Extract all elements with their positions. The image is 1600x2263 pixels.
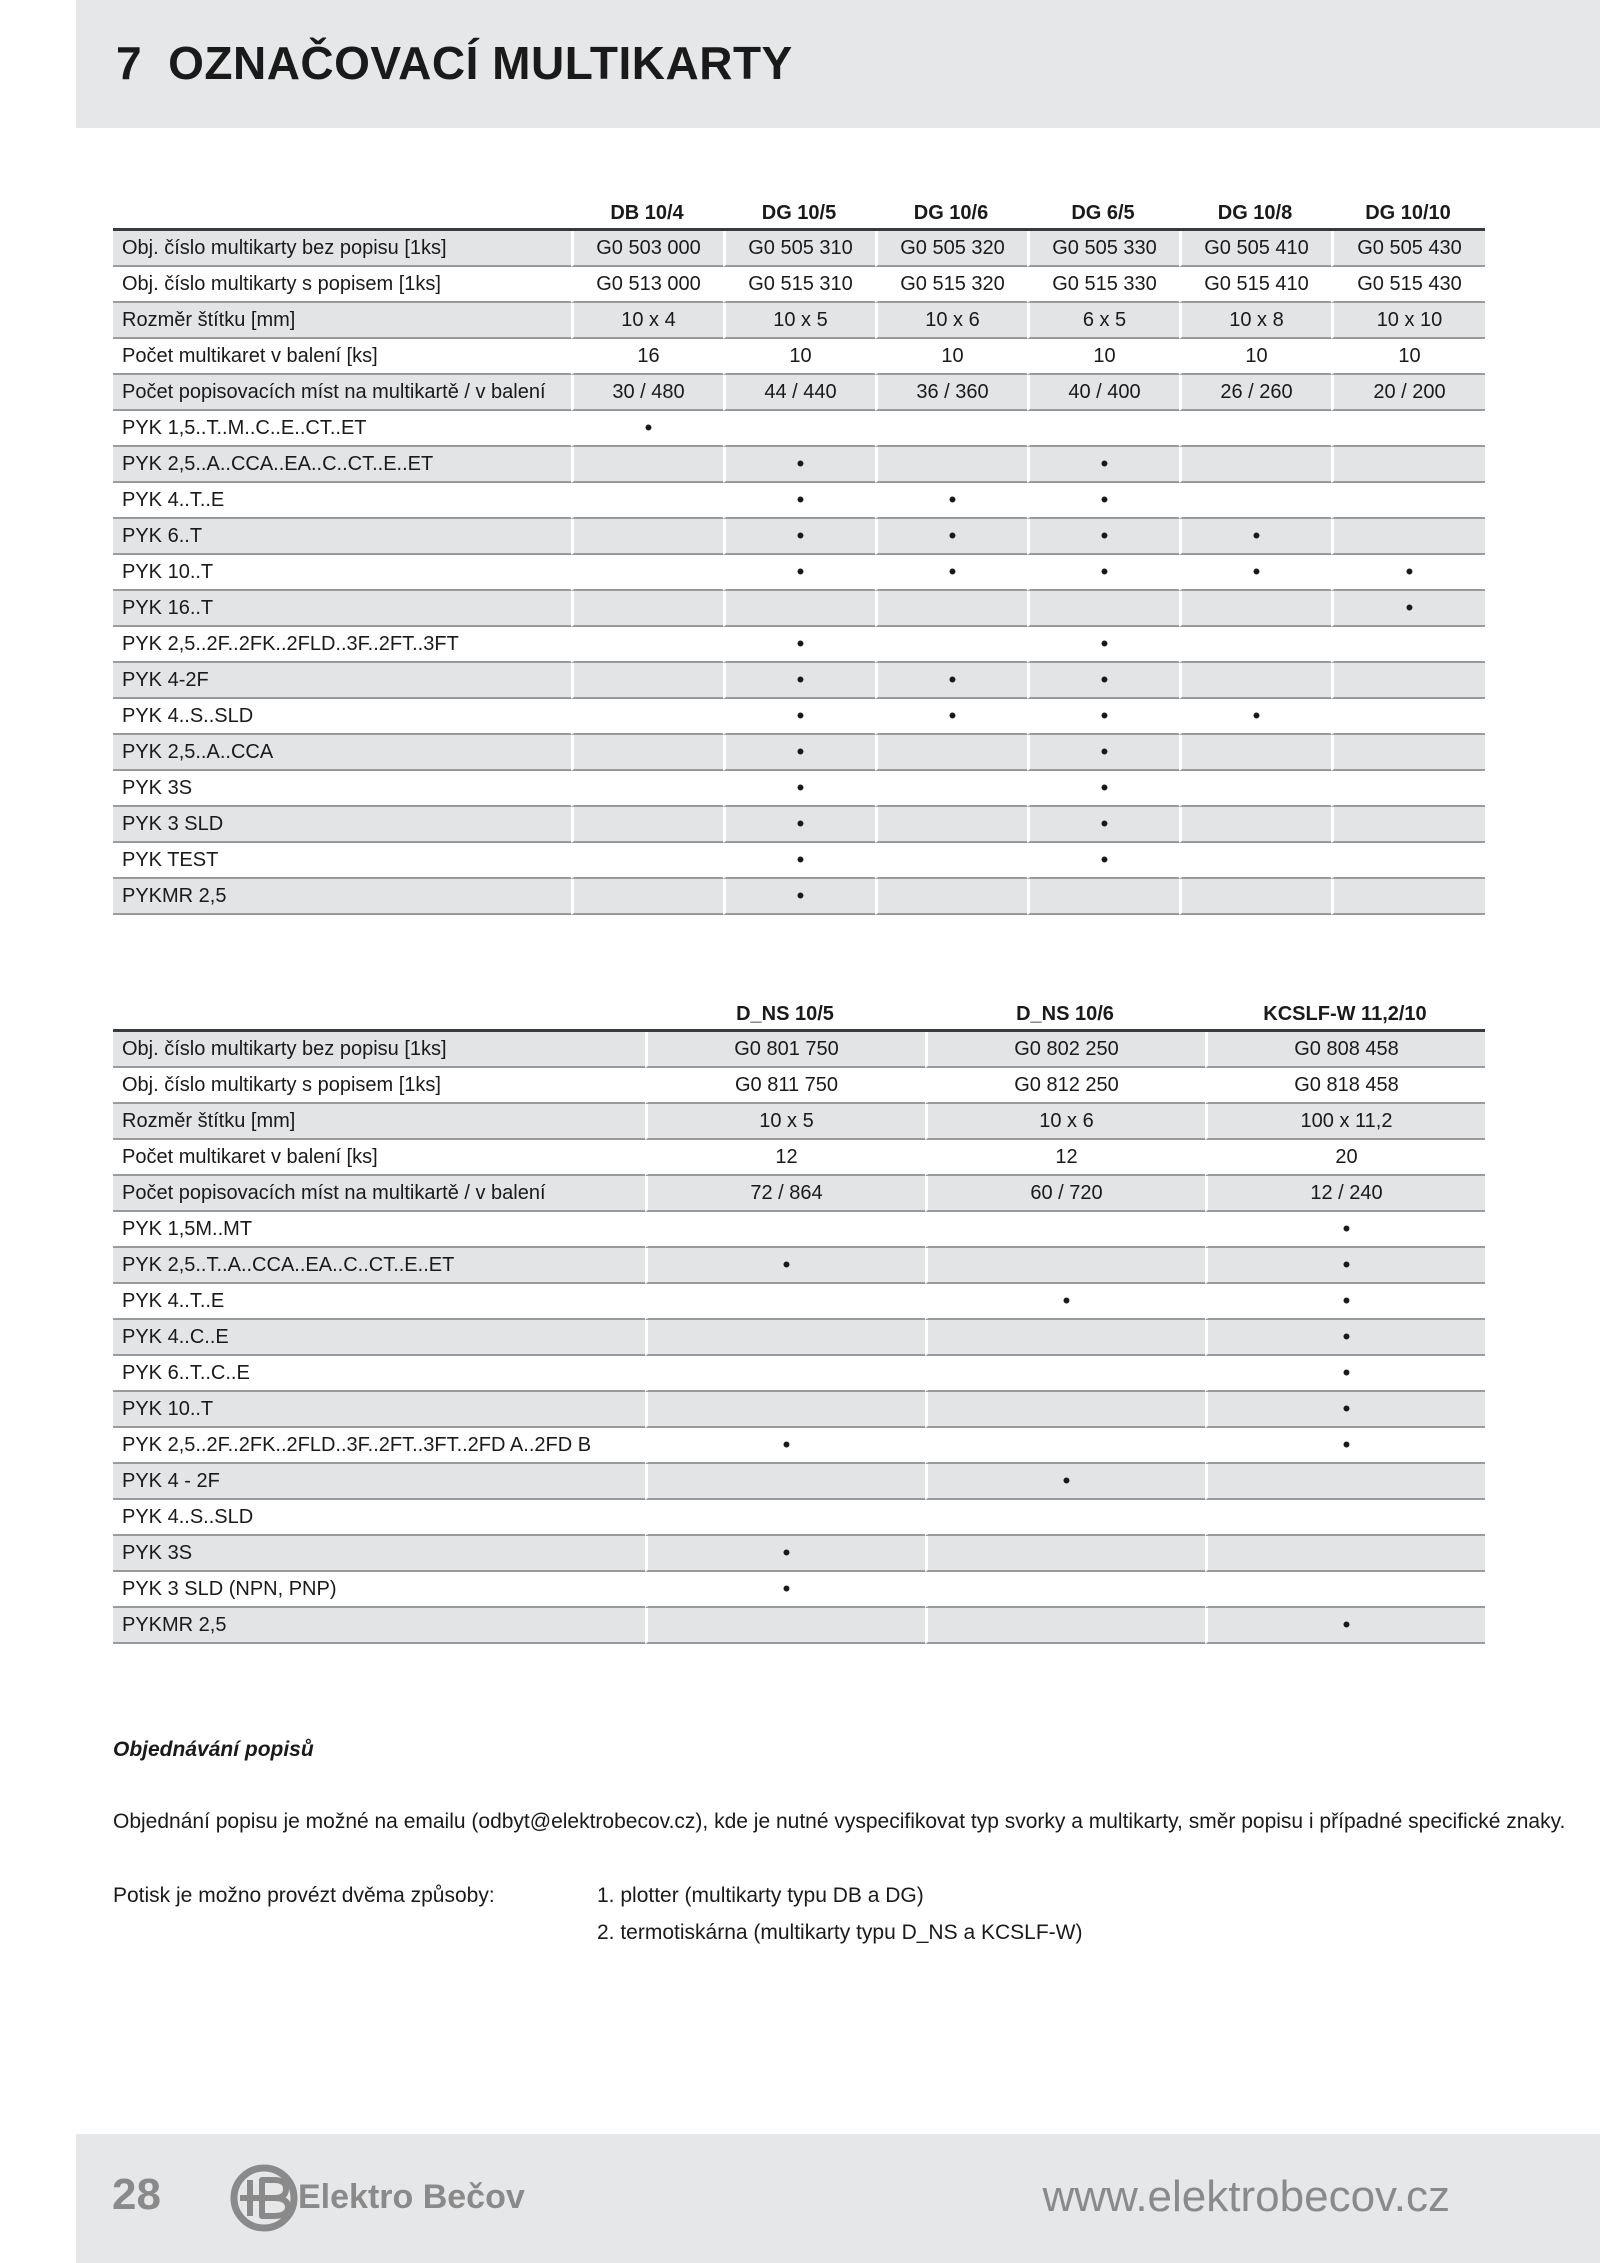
table-cell bbox=[645, 1608, 925, 1644]
compatibility-dot: • bbox=[1027, 771, 1179, 807]
table-cell bbox=[571, 447, 723, 483]
row-label: PYK 4..S..SLD bbox=[113, 1500, 645, 1536]
table-cell: G0 808 458 bbox=[1205, 1032, 1485, 1068]
page-number: 28 bbox=[112, 2170, 161, 2219]
print-methods-list bbox=[597, 1884, 1082, 1958]
table-cell bbox=[1179, 843, 1331, 879]
table-cell: 10 x 6 bbox=[875, 303, 1027, 339]
table-row bbox=[113, 483, 1485, 519]
table-cell: 10 x 6 bbox=[925, 1104, 1205, 1140]
compatibility-dot: • bbox=[723, 519, 875, 555]
table-row bbox=[113, 699, 1485, 735]
table-cell bbox=[925, 1212, 1205, 1248]
row-label: Obj. číslo multikarty bez popisu [1ks] bbox=[113, 1032, 645, 1068]
table-cell bbox=[571, 879, 723, 915]
table-cell: 36 / 360 bbox=[875, 375, 1027, 411]
table-cell bbox=[925, 1392, 1205, 1428]
table-row bbox=[113, 555, 1485, 591]
table-cell bbox=[1331, 663, 1485, 699]
table-cell bbox=[1027, 879, 1179, 915]
table-row bbox=[113, 339, 1485, 375]
table-cell: 10 x 8 bbox=[1179, 303, 1331, 339]
table-cell: G0 505 330 bbox=[1027, 231, 1179, 267]
table-cell: 10 bbox=[875, 339, 1027, 375]
compatibility-dot: • bbox=[1205, 1320, 1485, 1356]
compatibility-dot: • bbox=[1179, 519, 1331, 555]
table-cell: 72 / 864 bbox=[645, 1176, 925, 1212]
row-label: PYK 2,5..2F..2FK..2FLD..3F..2FT..3FT..2FD A..2FD B bbox=[113, 1428, 645, 1464]
table-cell bbox=[571, 843, 723, 879]
table-cell: 10 x 5 bbox=[723, 303, 875, 339]
row-label: Obj. číslo multikarty bez popisu [1ks] bbox=[113, 231, 571, 267]
compatibility-dot: • bbox=[571, 411, 723, 447]
print-method-item: 2. termotiskárna (multikarty typu D_NS a KCSLF-W) bbox=[597, 1921, 1083, 1944]
table-cell bbox=[1331, 735, 1485, 771]
compatibility-dot: • bbox=[1027, 555, 1179, 591]
row-label: PYK 2,5..A..CCA bbox=[113, 735, 571, 771]
table-cell bbox=[645, 1356, 925, 1392]
table-cell: 10 x 10 bbox=[1331, 303, 1485, 339]
compatibility-dot: • bbox=[723, 879, 875, 915]
table-row bbox=[113, 1104, 1485, 1140]
row-label: PYK 1,5M..MT bbox=[113, 1212, 645, 1248]
table-cell: G0 812 250 bbox=[925, 1068, 1205, 1104]
table-cell bbox=[571, 519, 723, 555]
column-header: DG 10/6 bbox=[875, 190, 1027, 231]
table-row bbox=[113, 519, 1485, 555]
table-row bbox=[113, 1356, 1485, 1392]
table-cell bbox=[1331, 843, 1485, 879]
table-cell: 12 / 240 bbox=[1205, 1176, 1485, 1212]
page-title bbox=[116, 36, 793, 90]
compatibility-dot: • bbox=[1027, 483, 1179, 519]
table-row bbox=[113, 627, 1485, 663]
compatibility-dot: • bbox=[723, 663, 875, 699]
table-row bbox=[113, 1392, 1485, 1428]
table-cell bbox=[925, 1500, 1205, 1536]
compatibility-dot: • bbox=[645, 1572, 925, 1608]
table-cell: G0 505 320 bbox=[875, 231, 1027, 267]
table-row bbox=[113, 843, 1485, 879]
header-corner bbox=[113, 991, 645, 1032]
row-label: Obj. číslo multikarty s popisem [1ks] bbox=[113, 267, 571, 303]
table-cell: 26 / 260 bbox=[1179, 375, 1331, 411]
table-cell: 12 bbox=[645, 1140, 925, 1176]
compatibility-dot: • bbox=[925, 1464, 1205, 1500]
compatibility-dot: • bbox=[1027, 843, 1179, 879]
table-row bbox=[113, 375, 1485, 411]
compatibility-dot: • bbox=[1027, 447, 1179, 483]
table-cell bbox=[875, 591, 1027, 627]
table-cell: 10 bbox=[1179, 339, 1331, 375]
row-label: PYK 4 - 2F bbox=[113, 1464, 645, 1500]
multicard-table-db-dg bbox=[113, 190, 1485, 915]
column-header: D_NS 10/6 bbox=[925, 991, 1205, 1032]
table-header-row bbox=[113, 190, 1485, 231]
table-row bbox=[113, 411, 1485, 447]
table-row bbox=[113, 879, 1485, 915]
ordering-heading: Objednávání popisů bbox=[113, 1738, 314, 1761]
compatibility-dot: • bbox=[1205, 1608, 1485, 1644]
table-cell bbox=[1179, 411, 1331, 447]
compatibility-dot: • bbox=[875, 519, 1027, 555]
table-cell bbox=[571, 483, 723, 519]
table-row bbox=[113, 1428, 1485, 1464]
table-cell: 60 / 720 bbox=[925, 1176, 1205, 1212]
table-cell: 16 bbox=[571, 339, 723, 375]
table-cell bbox=[1331, 807, 1485, 843]
logo-wordmark: Elektro Bečov bbox=[298, 2178, 525, 2216]
row-label: PYK 2,5..T..A..CCA..EA..C..CT..E..ET bbox=[113, 1248, 645, 1284]
table-cell bbox=[1331, 447, 1485, 483]
table-row bbox=[113, 1536, 1485, 1572]
table-cell bbox=[571, 591, 723, 627]
table-cell bbox=[1179, 807, 1331, 843]
table-cell: 10 bbox=[723, 339, 875, 375]
compatibility-dot: • bbox=[723, 627, 875, 663]
table-row bbox=[113, 771, 1485, 807]
table-cell bbox=[1205, 1572, 1485, 1608]
table-cell bbox=[723, 591, 875, 627]
row-label: PYK 2,5..2F..2FK..2FLD..3F..2FT..3FT bbox=[113, 627, 571, 663]
table-cell bbox=[571, 699, 723, 735]
table-cell: G0 513 000 bbox=[571, 267, 723, 303]
compatibility-dot: • bbox=[1205, 1212, 1485, 1248]
table-cell bbox=[571, 627, 723, 663]
row-label: PYK 1,5..T..M..C..E..CT..ET bbox=[113, 411, 571, 447]
column-header: DG 10/5 bbox=[723, 190, 875, 231]
table-row bbox=[113, 1176, 1485, 1212]
table-row bbox=[113, 1608, 1485, 1644]
compatibility-dot: • bbox=[875, 663, 1027, 699]
compatibility-dot: • bbox=[875, 483, 1027, 519]
column-header: DG 6/5 bbox=[1027, 190, 1179, 231]
table-cell bbox=[1331, 699, 1485, 735]
compatibility-dot: • bbox=[723, 735, 875, 771]
compatibility-dot: • bbox=[875, 699, 1027, 735]
multicard-table-dns-kcslf bbox=[113, 991, 1485, 1644]
table-cell bbox=[875, 627, 1027, 663]
row-label: PYK 3 SLD (NPN, PNP) bbox=[113, 1572, 645, 1608]
table-cell bbox=[571, 555, 723, 591]
print-methods-label: Potisk je možno provézt dvěma způsoby: bbox=[113, 1884, 495, 1907]
table-cell: G0 818 458 bbox=[1205, 1068, 1485, 1104]
table-cell: G0 801 750 bbox=[645, 1032, 925, 1068]
table-cell bbox=[1331, 879, 1485, 915]
table-cell bbox=[645, 1212, 925, 1248]
table-cell bbox=[571, 663, 723, 699]
row-label: PYK 2,5..A..CCA..EA..C..CT..E..ET bbox=[113, 447, 571, 483]
compatibility-dot: • bbox=[1027, 735, 1179, 771]
table-row bbox=[113, 807, 1485, 843]
row-label: PYKMR 2,5 bbox=[113, 879, 571, 915]
table-row bbox=[113, 1140, 1485, 1176]
compatibility-dot: • bbox=[645, 1248, 925, 1284]
compatibility-dot: • bbox=[1331, 555, 1485, 591]
row-label: PYK 4..C..E bbox=[113, 1320, 645, 1356]
row-label: PYKMR 2,5 bbox=[113, 1608, 645, 1644]
row-label: PYK 3S bbox=[113, 1536, 645, 1572]
row-label: PYK 4-2F bbox=[113, 663, 571, 699]
table-cell: G0 503 000 bbox=[571, 231, 723, 267]
table-cell bbox=[1331, 627, 1485, 663]
table-cell bbox=[1027, 591, 1179, 627]
row-label: PYK 10..T bbox=[113, 1392, 645, 1428]
row-label: PYK 3 SLD bbox=[113, 807, 571, 843]
table-row bbox=[113, 663, 1485, 699]
table-cell bbox=[1179, 483, 1331, 519]
table-cell bbox=[1179, 663, 1331, 699]
table-row bbox=[113, 447, 1485, 483]
table-cell bbox=[1331, 411, 1485, 447]
table-cell: 20 / 200 bbox=[1331, 375, 1485, 411]
table-cell: G0 505 310 bbox=[723, 231, 875, 267]
column-header: KCSLF-W 11,2/10 bbox=[1205, 991, 1485, 1032]
table-cell bbox=[723, 411, 875, 447]
table-cell: G0 515 310 bbox=[723, 267, 875, 303]
compatibility-dot: • bbox=[1205, 1392, 1485, 1428]
compatibility-dot: • bbox=[1027, 807, 1179, 843]
table-cell bbox=[925, 1320, 1205, 1356]
table-cell: 10 bbox=[1331, 339, 1485, 375]
row-label: PYK 6..T..C..E bbox=[113, 1356, 645, 1392]
table-cell: G0 515 320 bbox=[875, 267, 1027, 303]
table-cell bbox=[571, 771, 723, 807]
table-cell: G0 505 410 bbox=[1179, 231, 1331, 267]
table-cell bbox=[1027, 411, 1179, 447]
header-corner bbox=[113, 190, 571, 231]
row-label: PYK 10..T bbox=[113, 555, 571, 591]
table-cell bbox=[571, 735, 723, 771]
table-cell: G0 515 430 bbox=[1331, 267, 1485, 303]
table-cell: 20 bbox=[1205, 1140, 1485, 1176]
compatibility-dot: • bbox=[1027, 699, 1179, 735]
compatibility-dot: • bbox=[1027, 627, 1179, 663]
compatibility-dot: • bbox=[875, 555, 1027, 591]
compatibility-dot: • bbox=[723, 555, 875, 591]
table-row bbox=[113, 1320, 1485, 1356]
table-cell: 44 / 440 bbox=[723, 375, 875, 411]
table-cell bbox=[1331, 483, 1485, 519]
row-label: Počet popisovacích míst na multikartě / v balení bbox=[113, 1176, 645, 1212]
table-row bbox=[113, 1464, 1485, 1500]
table-cell bbox=[1179, 771, 1331, 807]
table-cell bbox=[645, 1464, 925, 1500]
row-label: Počet multikaret v balení [ks] bbox=[113, 339, 571, 375]
row-label: PYK 4..T..E bbox=[113, 1284, 645, 1320]
column-header: DG 10/10 bbox=[1331, 190, 1485, 231]
table-cell bbox=[925, 1428, 1205, 1464]
table-cell bbox=[875, 843, 1027, 879]
table-cell: 100 x 11,2 bbox=[1205, 1104, 1485, 1140]
row-label: PYK TEST bbox=[113, 843, 571, 879]
table-cell: 12 bbox=[925, 1140, 1205, 1176]
table-cell bbox=[1205, 1500, 1485, 1536]
table-row bbox=[113, 1032, 1485, 1068]
table-cell bbox=[875, 735, 1027, 771]
row-label: PYK 4..T..E bbox=[113, 483, 571, 519]
table-row bbox=[113, 1068, 1485, 1104]
chapter-number: 7 bbox=[116, 37, 143, 89]
table-cell bbox=[875, 447, 1027, 483]
compatibility-dot: • bbox=[723, 807, 875, 843]
table-cell: 10 x 4 bbox=[571, 303, 723, 339]
table-cell: 10 bbox=[1027, 339, 1179, 375]
table-row bbox=[113, 267, 1485, 303]
compatibility-dot: • bbox=[723, 447, 875, 483]
table-cell: G0 515 410 bbox=[1179, 267, 1331, 303]
table-row bbox=[113, 735, 1485, 771]
table-row bbox=[113, 1572, 1485, 1608]
table-cell bbox=[571, 807, 723, 843]
ordering-paragraph: Objednání popisu je možné na emailu (odbyt@elektrobecov.cz), kde je nutné vyspecifikovat typ svorky a multikarty, směr popisu i případné specifické znaky. bbox=[113, 1810, 1566, 1833]
table-row bbox=[113, 591, 1485, 627]
compatibility-dot: • bbox=[1179, 699, 1331, 735]
compatibility-dot: • bbox=[925, 1284, 1205, 1320]
table-row bbox=[113, 1212, 1485, 1248]
table-header-row bbox=[113, 991, 1485, 1032]
table-cell bbox=[1205, 1464, 1485, 1500]
table-cell bbox=[1179, 447, 1331, 483]
table-row bbox=[113, 1284, 1485, 1320]
table-cell bbox=[1179, 879, 1331, 915]
compatibility-dot: • bbox=[1205, 1284, 1485, 1320]
table-cell: 30 / 480 bbox=[571, 375, 723, 411]
compatibility-dot: • bbox=[723, 843, 875, 879]
compatibility-dot: • bbox=[1205, 1428, 1485, 1464]
table-cell bbox=[1179, 627, 1331, 663]
table-cell: 6 x 5 bbox=[1027, 303, 1179, 339]
compatibility-dot: • bbox=[723, 483, 875, 519]
column-header: D_NS 10/5 bbox=[645, 991, 925, 1032]
row-label: Rozměr štítku [mm] bbox=[113, 1104, 645, 1140]
row-label: Rozměr štítku [mm] bbox=[113, 303, 571, 339]
table-cell: G0 811 750 bbox=[645, 1068, 925, 1104]
print-method-item: 1. plotter (multikarty typu DB a DG) bbox=[597, 1884, 924, 1907]
compatibility-dot: • bbox=[645, 1428, 925, 1464]
row-label: Počet multikaret v balení [ks] bbox=[113, 1140, 645, 1176]
table-row bbox=[113, 1500, 1485, 1536]
row-label: PYK 4..S..SLD bbox=[113, 699, 571, 735]
table-cell bbox=[875, 771, 1027, 807]
row-label: PYK 16..T bbox=[113, 591, 571, 627]
compatibility-dot: • bbox=[1027, 663, 1179, 699]
compatibility-dot: • bbox=[723, 699, 875, 735]
table-cell bbox=[1179, 735, 1331, 771]
compatibility-dot: • bbox=[1205, 1248, 1485, 1284]
chapter-title: OZNAČOVACÍ MULTIKARTY bbox=[168, 37, 793, 89]
compatibility-dot: • bbox=[1331, 591, 1485, 627]
table-cell bbox=[1331, 771, 1485, 807]
compatibility-dot: • bbox=[1027, 519, 1179, 555]
row-label: Obj. číslo multikarty s popisem [1ks] bbox=[113, 1068, 645, 1104]
table-cell bbox=[925, 1356, 1205, 1392]
compatibility-dot: • bbox=[723, 771, 875, 807]
website-link[interactable]: www.elektrobecov.cz bbox=[1042, 2172, 1450, 2221]
row-label: PYK 6..T bbox=[113, 519, 571, 555]
row-label: PYK 3S bbox=[113, 771, 571, 807]
compatibility-dot: • bbox=[1179, 555, 1331, 591]
table-cell bbox=[645, 1392, 925, 1428]
table-cell bbox=[925, 1608, 1205, 1644]
table-cell bbox=[1205, 1536, 1485, 1572]
table-cell bbox=[1331, 519, 1485, 555]
compatibility-dot: • bbox=[1205, 1356, 1485, 1392]
table-cell: G0 802 250 bbox=[925, 1032, 1205, 1068]
column-header: DB 10/4 bbox=[571, 190, 723, 231]
table-cell bbox=[645, 1320, 925, 1356]
table-cell bbox=[645, 1284, 925, 1320]
table-cell bbox=[645, 1500, 925, 1536]
table-cell: G0 505 430 bbox=[1331, 231, 1485, 267]
table-cell: 40 / 400 bbox=[1027, 375, 1179, 411]
table-row bbox=[113, 231, 1485, 267]
row-label: Počet popisovacích míst na multikartě / v balení bbox=[113, 375, 571, 411]
table-row bbox=[113, 1248, 1485, 1284]
table-cell bbox=[925, 1572, 1205, 1608]
compatibility-dot: • bbox=[645, 1536, 925, 1572]
table-cell bbox=[875, 807, 1027, 843]
table-cell bbox=[875, 411, 1027, 447]
table-row bbox=[113, 303, 1485, 339]
column-header: DG 10/8 bbox=[1179, 190, 1331, 231]
table-cell bbox=[925, 1248, 1205, 1284]
table-cell bbox=[925, 1536, 1205, 1572]
table-cell bbox=[875, 879, 1027, 915]
table-cell: 10 x 5 bbox=[645, 1104, 925, 1140]
table-cell bbox=[1179, 591, 1331, 627]
table-cell: G0 515 330 bbox=[1027, 267, 1179, 303]
